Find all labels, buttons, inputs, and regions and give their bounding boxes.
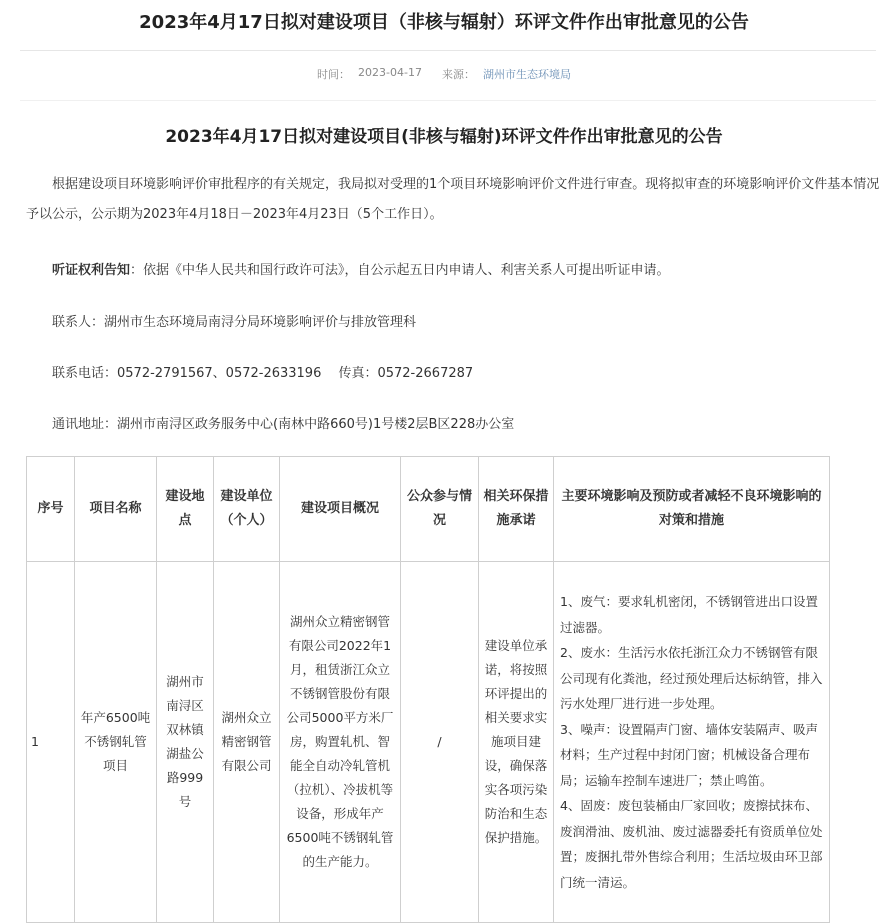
cell-builder: 湖州众立精密钢管有限公司 bbox=[214, 562, 280, 923]
source-label: 来源： bbox=[441, 68, 475, 81]
cell-name: 年产6500吨不锈钢轧管项目 bbox=[75, 562, 157, 923]
header-name: 项目名称 bbox=[75, 457, 157, 562]
source-link[interactable]: 湖州市生态环境局 bbox=[482, 68, 571, 81]
contact-address: 通讯地址：湖州市南浔区政务服务中心(南林中路660号)1号楼2层B区228办公室 bbox=[52, 417, 515, 432]
source bbox=[442, 66, 571, 84]
cell-no: 1 bbox=[27, 562, 75, 923]
measure-item: 3、噪声：设置隔声门窗、墙体安装隔声、吸声材料；生产过程中封闭门窗；机械设备合理布局；运输车控制车速进厂；禁止鸣笛。 bbox=[560, 721, 818, 788]
publish-time bbox=[317, 66, 422, 84]
time-label: 时间： bbox=[317, 68, 351, 81]
cell-location: 湖州市南浔区双林镇湖盐公路999号 bbox=[157, 562, 214, 923]
hearing-notice-text: ：依据《中华人民共和国行政许可法》，自公示起五日内申请人、利害关系人可提出听证申请。 bbox=[130, 263, 670, 278]
cell-commitment: 建设单位承诺，将按照环评提出的相关要求实施项目建设，确保落实各项污染防治和生态保护措施。 bbox=[479, 562, 554, 923]
header-location: 建设地点 bbox=[157, 457, 214, 562]
contact-phone: 联系电话：0572-2791567、0572-2633196 传真：0572-2667287 bbox=[52, 366, 474, 381]
header-measures: 主要环境影响及预防或者减轻不良环境影响的对策和措施 bbox=[554, 457, 830, 562]
article-meta bbox=[0, 66, 888, 84]
cell-participation: / bbox=[401, 562, 479, 923]
measure-item: 4、固废：废包装桶由厂家回收；废擦拭抹布、废润滑油、废机油、废过滤器委托有资质单位处置；废捆扎带外售综合利用；生活垃圾由环卫部门统一清运。 bbox=[560, 798, 823, 890]
table-row bbox=[27, 562, 830, 923]
header-builder: 建设单位（个人） bbox=[214, 457, 280, 562]
article-title: 2023年4月17日拟对建设项目(非核与辐射)环评文件作出审批意见的公告 bbox=[165, 127, 723, 147]
hearing-notice-label: 听证权利告知 bbox=[52, 263, 131, 278]
time-value: 2023-04-17 bbox=[358, 66, 422, 79]
project-table bbox=[26, 456, 830, 923]
measure-item: 2、废水：生活污水依托浙江众力不锈钢管有限公司现有化粪池，经过预处理后达标纳管，排入污水处理厂进行进一步处理。 bbox=[560, 645, 823, 711]
measure-item: 1、废气：要求轧机密闭，不锈钢管进出口设置过滤器。 bbox=[560, 594, 818, 635]
intro-paragraph: 根据建设项目环境影响评价审批程序的有关规定，我局拟对受理的1个项目环境影响评价文件进行审查。现将拟审查的环境影响评价文件基本情况予以公示，公示期为2023年4月18日－2023年4月23日（5个工作日）。 bbox=[26, 177, 880, 222]
header-commitment: 相关环保措施承诺 bbox=[479, 457, 554, 562]
title-divider bbox=[20, 50, 876, 51]
hearing-notice bbox=[52, 256, 882, 286]
meta-divider bbox=[20, 100, 876, 101]
table-header-row bbox=[27, 457, 830, 562]
header-overview: 建设项目概况 bbox=[280, 457, 401, 562]
header-participation: 公众参与情况 bbox=[401, 457, 479, 562]
contact-person: 联系人：湖州市生态环境局南浔分局环境影响评价与排放管理科 bbox=[52, 315, 417, 330]
header-no: 序号 bbox=[27, 457, 75, 562]
cell-measures bbox=[554, 562, 830, 923]
cell-overview: 湖州众立精密钢管有限公司2022年1月，租赁浙江众立不锈钢管股份有限公司5000平方米厂房，购置轧机、智能全自动冷轧管机（拉机）、冷拔机等设备，形成年产6500吨不锈钢轧管的生产能力。 bbox=[280, 562, 401, 923]
page-title: 2023年4月17日拟对建设项目（非核与辐射）环评文件作出审批意见的公告 bbox=[139, 12, 749, 33]
